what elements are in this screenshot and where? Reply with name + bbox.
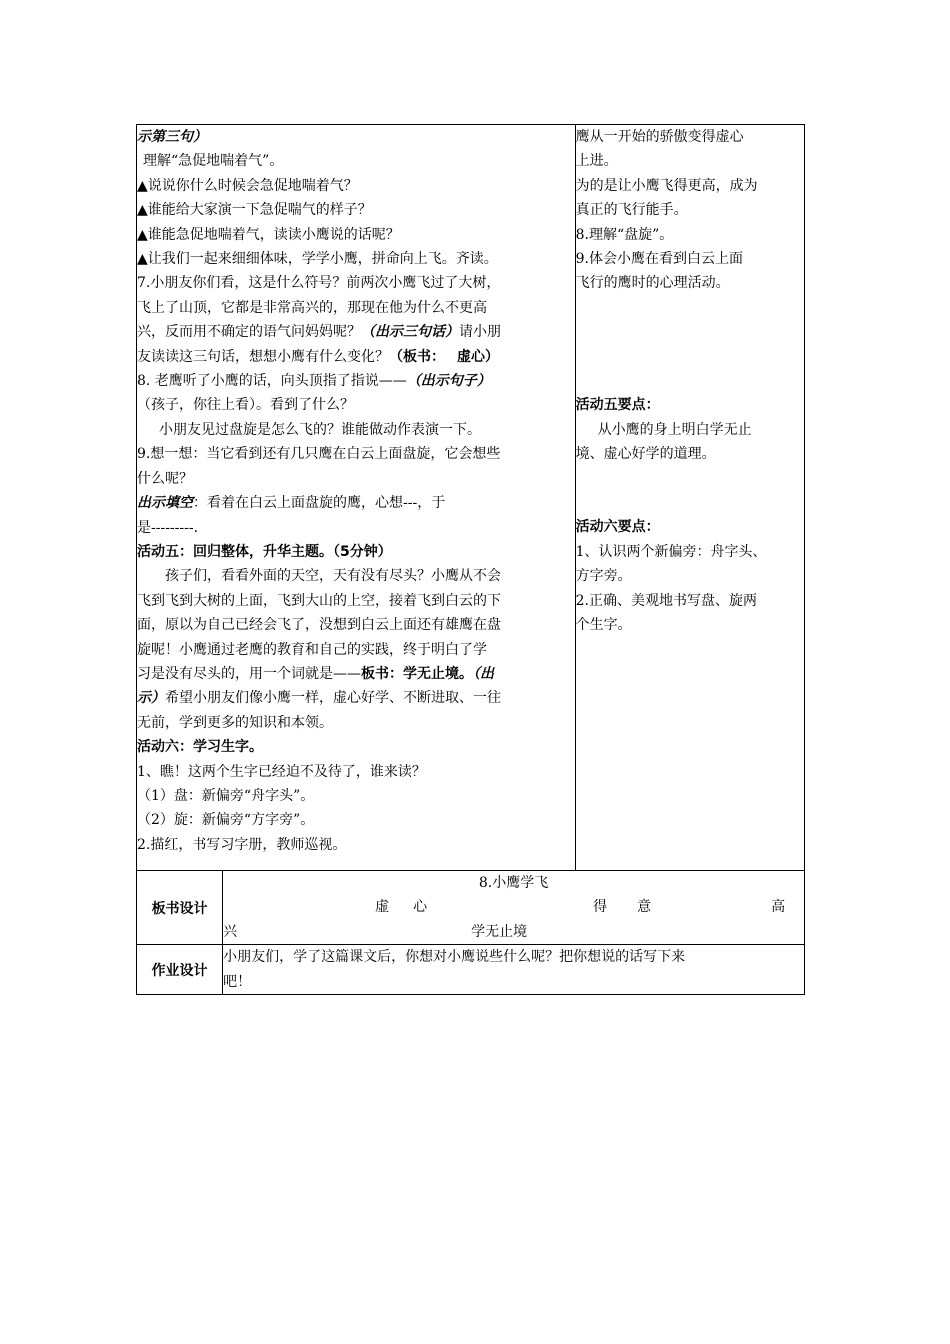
text-segment: 兴，反而用不确定的语气问妈妈呢？ [137, 324, 361, 341]
show-sentence: （出示句子） [406, 373, 491, 390]
text-line: ▲说说你什么时候会急促地喘着气？ [137, 177, 358, 194]
text-line: ▲让我们一起来细细体味，学学小鹰，拼命向上飞。齐读。 [137, 251, 498, 268]
note-line: 方字旁。 [575, 568, 632, 585]
text-line: （1）盘：新偏旁“舟字头”。 [137, 787, 315, 804]
text-segment: 习是没有尽头的，用一个词就是—— [137, 665, 361, 682]
text-line: 孩子们，看看外面的天空，天有没有尽头？小鹰从不会 [165, 568, 501, 585]
text-segment: 友读读这三句话，想想小鹰有什么变化？ [137, 348, 389, 365]
text-line: 9.想一想：当它看到还有几只鹰在白云上面盘旋，它会想些 [137, 446, 501, 463]
text-line: ▲谁能给大家演一下急促喘气的样子？ [137, 202, 372, 219]
content-row [137, 125, 805, 871]
board-word: 虚 [375, 899, 390, 916]
text-line: 7.小朋友你们看，这是什么符号？前两次小鹰飞过了大树， [137, 275, 501, 292]
text-line: （2）旋：新偏旁“方字旁”。 [137, 812, 315, 829]
note-line: 从小鹰的身上明白学无止 [597, 421, 752, 438]
note-line: 飞行的鹰时的心理活动。 [575, 275, 730, 292]
homework-label: 作业设计 [137, 945, 223, 995]
activity-five-heading: 活动五：回归整体，升华主题。（5分钟） [137, 543, 392, 560]
text-line: 1、瞧！这两个生字已经迫不及待了，谁来读？ [137, 763, 426, 780]
board-note: （板书： [389, 348, 445, 365]
lesson-plan-table [136, 124, 805, 995]
board-word: 兴 [223, 923, 238, 940]
board-note: 板书：学无止境。 [361, 665, 473, 682]
board-word: 得 [593, 899, 608, 916]
activity-six-points-heading: 活动六要点： [575, 519, 660, 536]
text-line [137, 320, 575, 344]
text-line [137, 686, 575, 710]
text-line: 小朋友见过盘旋是怎么飞的？谁能做动作表演一下。 [159, 421, 481, 438]
notes-cell [575, 125, 804, 871]
procedure-cell [137, 125, 576, 871]
homework-row [137, 945, 805, 995]
text-line: 示第三句） [137, 129, 207, 145]
activity-five-points-heading: 活动五要点： [575, 397, 660, 414]
note-line: 9.体会小鹰在看到白云上面 [575, 251, 743, 268]
text-line [137, 369, 575, 393]
text-segment: 请小朋 [459, 324, 501, 341]
note-line: 鹰从一开始的骄傲变得虚心 [575, 129, 744, 145]
note-line: 境、虚心好学的道理。 [575, 446, 716, 463]
homework-line: 小朋友们，学了这篇课文后，你想对小鹰说些什么呢？把你想说的话写下来 [223, 949, 686, 966]
text-line [137, 345, 575, 369]
text-line: 无前，学到更多的知识和本领。 [137, 714, 333, 731]
board-design-label: 板书设计 [137, 871, 223, 945]
text-line [137, 662, 575, 686]
show-three-sentences: （出示三句话） [361, 324, 459, 341]
text-line: 2.描红，书写习字册，教师巡视。 [137, 836, 347, 853]
board-note-value: 虚心） [457, 348, 499, 365]
board-design-row [137, 871, 805, 945]
text-segment: 希望小朋友们像小鹰一样，虚心好学、不断进取、一往 [165, 690, 501, 707]
note-line: 真正的飞行能手。 [575, 202, 688, 219]
fill-in-label: 出示填空 [137, 495, 193, 512]
note-line: 上进。 [575, 153, 618, 170]
text-line: 是---------. [137, 519, 199, 536]
board-word: 意 [637, 899, 652, 916]
board-words-row [223, 920, 804, 944]
text-line: 面，原以为自己已经会飞了，没想到白云上面还有雄鹰在盘 [137, 617, 501, 634]
text-line: 飞上了山顶，它都是非常高兴的，那现在他为什么不更高 [137, 299, 487, 316]
text-segment: 8. 老鹰听了小鹰的话，向头顶指了指说—— [137, 373, 407, 390]
text-line: 什么呢？ [137, 470, 193, 487]
board-word: 高 [771, 899, 786, 916]
board-design-cell [223, 871, 805, 945]
text-segment: 看着在白云上面盘旋的鹰，心想---，于 [207, 495, 446, 512]
text-line: ▲谁能急促地喘着气，读读小鹰说的话呢？ [137, 226, 400, 243]
board-word: 心 [413, 899, 428, 916]
note-line: 个生字。 [575, 617, 632, 634]
board-words-row [223, 895, 804, 919]
show-note: 示） [137, 690, 165, 707]
text-segment: ： [193, 495, 207, 512]
homework-line: 吧！ [223, 973, 252, 990]
note-line: 1、认识两个新偏旁：舟字头、 [575, 543, 767, 560]
activity-six-heading: 活动六：学习生字。 [137, 739, 263, 756]
text-line: 飞到飞到大树的上面，飞到大山的上空，接着飞到白云的下 [137, 592, 501, 609]
board-title: 8.小鹰学飞 [478, 875, 549, 891]
show-note: （出 [473, 665, 494, 682]
note-line: 2.正确、美观地书写盘、旋两 [575, 592, 757, 609]
note-line: 8.理解“盘旋”。 [575, 226, 674, 243]
text-line: 旋呢！小鹰通过老鹰的教育和自己的实践，终于明白了学 [137, 641, 487, 658]
note-line: 为的是让小鹰飞得更高，成为 [575, 177, 758, 194]
text-line: 理解“急促地喘着气”。 [143, 153, 284, 170]
text-line: （孩子，你往上看）。看到了什么？ [137, 397, 354, 414]
board-word: 学无止境 [471, 923, 528, 940]
homework-cell [223, 945, 805, 995]
text-line [137, 491, 575, 515]
